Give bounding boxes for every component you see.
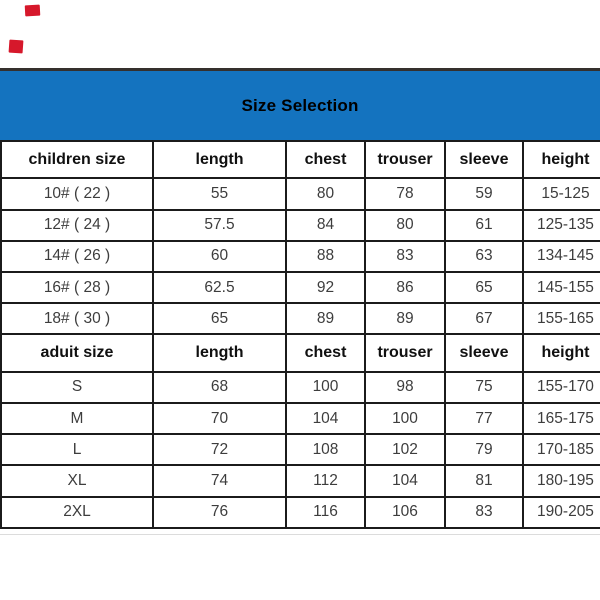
red-mark-icon (25, 5, 41, 17)
data-cell: S (1, 372, 153, 403)
header-cell: length (153, 334, 286, 371)
data-cell: 104 (286, 403, 365, 434)
data-cell: 65 (445, 272, 523, 303)
table-row (1, 497, 600, 528)
table-row (1, 465, 600, 496)
data-cell: 55 (153, 178, 286, 209)
table-row (1, 210, 600, 241)
data-cell: 86 (365, 272, 445, 303)
data-cell: 15-125 (523, 178, 600, 209)
header-cell: chest (286, 334, 365, 371)
data-cell: 84 (286, 210, 365, 241)
data-cell: 155-165 (523, 303, 600, 334)
data-cell: 63 (445, 241, 523, 272)
data-cell: 61 (445, 210, 523, 241)
table-header-row (1, 334, 600, 371)
data-cell: 67 (445, 303, 523, 334)
data-cell: 170-185 (523, 434, 600, 465)
header-cell: chest (286, 141, 365, 178)
data-cell: 10# ( 22 ) (1, 178, 153, 209)
table-row (1, 403, 600, 434)
data-cell: 2XL (1, 497, 153, 528)
data-cell: 165-175 (523, 403, 600, 434)
red-mark-icon (9, 40, 24, 54)
data-cell: 70 (153, 403, 286, 434)
data-cell: 77 (445, 403, 523, 434)
table-row (1, 303, 600, 334)
data-cell: 89 (365, 303, 445, 334)
data-cell: 104 (365, 465, 445, 496)
data-cell: M (1, 403, 153, 434)
table-header-row (1, 141, 600, 178)
data-cell: 88 (286, 241, 365, 272)
header-cell: height (523, 141, 600, 178)
data-cell: 102 (365, 434, 445, 465)
data-cell: 155-170 (523, 372, 600, 403)
table-bottom-ghost-line (0, 534, 600, 535)
data-cell: 81 (445, 465, 523, 496)
header-cell: sleeve (445, 141, 523, 178)
data-cell: 79 (445, 434, 523, 465)
data-cell: 83 (445, 497, 523, 528)
data-cell: 60 (153, 241, 286, 272)
data-cell: 112 (286, 465, 365, 496)
data-cell: XL (1, 465, 153, 496)
data-cell: 12# ( 24 ) (1, 210, 153, 241)
data-cell: 80 (365, 210, 445, 241)
data-cell: 80 (286, 178, 365, 209)
data-cell: 74 (153, 465, 286, 496)
data-cell: 78 (365, 178, 445, 209)
header-cell: length (153, 141, 286, 178)
data-cell: 18# ( 30 ) (1, 303, 153, 334)
data-cell: 100 (365, 403, 445, 434)
data-cell: 62.5 (153, 272, 286, 303)
data-cell: 16# ( 28 ) (1, 272, 153, 303)
data-cell: 106 (365, 497, 445, 528)
header-cell: trouser (365, 334, 445, 371)
data-cell: 108 (286, 434, 365, 465)
header-cell: sleeve (445, 334, 523, 371)
data-cell: 65 (153, 303, 286, 334)
table-row (1, 178, 600, 209)
data-cell: 180-195 (523, 465, 600, 496)
table-row (1, 272, 600, 303)
data-cell: 89 (286, 303, 365, 334)
data-cell: 125-135 (523, 210, 600, 241)
data-cell: 134-145 (523, 241, 600, 272)
table-row (1, 241, 600, 272)
data-cell: 92 (286, 272, 365, 303)
data-cell: 76 (153, 497, 286, 528)
header-cell: height (523, 334, 600, 371)
data-cell: 190-205 (523, 497, 600, 528)
data-cell: 75 (445, 372, 523, 403)
size-table-container (0, 140, 600, 532)
header-cell: children size (1, 141, 153, 178)
data-cell: 14# ( 26 ) (1, 241, 153, 272)
data-cell: L (1, 434, 153, 465)
size-selection-banner (0, 68, 600, 141)
page-title: Size Selection (241, 96, 359, 115)
data-cell: 83 (365, 241, 445, 272)
data-cell: 68 (153, 372, 286, 403)
table-row (1, 372, 600, 403)
size-table (0, 140, 600, 529)
table-row (1, 434, 600, 465)
header-cell: trouser (365, 141, 445, 178)
data-cell: 57.5 (153, 210, 286, 241)
data-cell: 116 (286, 497, 365, 528)
data-cell: 98 (365, 372, 445, 403)
data-cell: 59 (445, 178, 523, 209)
data-cell: 72 (153, 434, 286, 465)
header-cell: aduit size (1, 334, 153, 371)
data-cell: 100 (286, 372, 365, 403)
data-cell: 145-155 (523, 272, 600, 303)
